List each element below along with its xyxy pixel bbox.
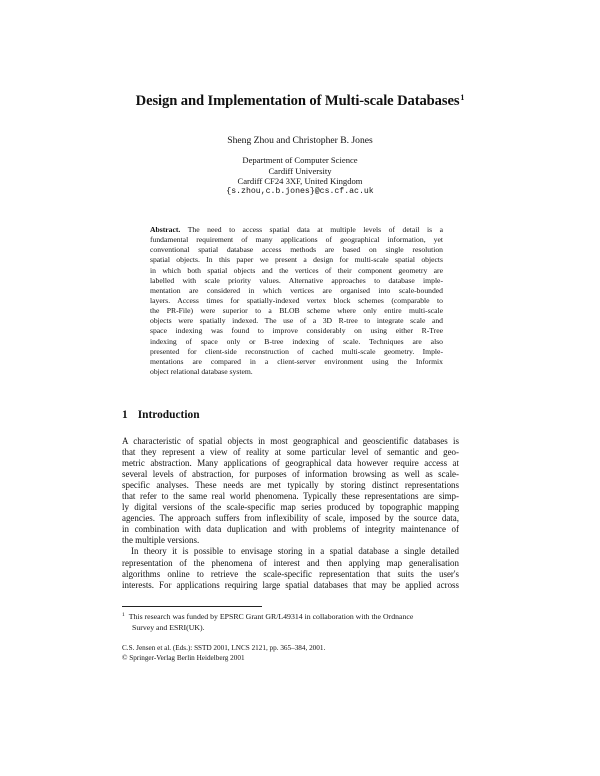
abstract [150, 225, 443, 377]
paper-title-text: Design and Implementation of Multi-scale Databases [135, 93, 460, 109]
body-line: interests. For applications requiring large spatial databases that may be applied across [122, 579, 459, 590]
abstract-line: the PR-File) were superior to a BLOB scheme where only entire multi-scale [150, 306, 443, 316]
abstract-line: indexing of space only or B-tree indexing of scale. Techniques are also [150, 336, 443, 346]
body-line: metric abstraction. Many applications of geographical data however require access at [122, 458, 459, 469]
abstract-line: objects were spatially indexed. The use of a 3D R-tree to integrate scale and [150, 316, 443, 326]
abstract-line: space indexing was found to improve considerably on using either R-Tree [150, 326, 443, 336]
abstract-label: Abstract. [150, 225, 181, 234]
abstract-line: fundamental requirement of many applications of geographical information, yet [150, 235, 443, 245]
body-line: in combination with data duplication and with problems of integrity maintenance of [122, 524, 459, 535]
authors: Sheng Zhou and Christopher B. Jones [227, 135, 373, 146]
abstract-line: layers. Access times for spatially-indexed vertex block schemes (comparable to [150, 295, 443, 305]
abstract-line: in which both spatial objects and the vertices of their component geometry are [150, 265, 443, 275]
affiliation-address: Cardiff CF24 3XF, United Kingdom [237, 176, 363, 186]
abstract-line-text: The need to access spatial data at multiple levels of detail is a [187, 225, 443, 234]
abstract-line [150, 225, 443, 235]
paper-title [0, 93, 600, 110]
affiliation-university: Cardiff University [268, 165, 332, 176]
section-title: Introduction [137, 409, 200, 421]
section-number: 1 [122, 409, 128, 421]
footnote-line-2: Survey and ESRI(UK). [132, 622, 205, 632]
body-line: that refer to the same real world phenomena. Typically these representations are simp- [122, 491, 459, 502]
affiliation-email: {s.zhou,c.b.jones}@cs.cf.ac.uk [226, 186, 374, 196]
body-line: specific analyses. These needs are met typically by storing distinct representations [122, 480, 459, 491]
abstract-line: spatial objects. In this paper we present a design for multi-scale spatial objects [150, 255, 443, 265]
body-line: that they represent a view of reality at some particular level of semantic and geo- [122, 447, 459, 458]
footnote-line-1: This research was funded by EPSRC Grant GR/L49314 in collaboration with the Ordnance [128, 612, 414, 621]
abstract-line: object relational database system. [150, 366, 253, 376]
title-footnote-mark: 1 [460, 93, 465, 102]
abstract-line: labelled with scale priority values. Alternative approaches to database imple- [150, 275, 443, 285]
publication-info [122, 643, 325, 663]
body-line: several levels of abstraction, for purposes of information browsing as well as scale- [122, 469, 459, 480]
footnote-divider [122, 606, 262, 607]
section-heading [122, 409, 200, 421]
footnote-mark: 1 [122, 612, 125, 618]
abstract-line: mentation are considered in which vertices are organised into scale-bounded [150, 285, 443, 295]
body-text [122, 436, 459, 591]
publication-citation: C.S. Jensen et al. (Eds.): SSTD 2001, LNCS 2121, pp. 365–384, 2001. [122, 644, 326, 652]
body-line: the multiple versions. [122, 535, 200, 546]
body-line: algorithms online to retrieve the scale-specific representation that suits the user's [122, 568, 459, 579]
body-line: ly digital versions of the scale-specific map series produced by topographic mapping [122, 502, 459, 513]
body-line: A characteristic of spatial objects in most geographical and geoscientific databases is [122, 436, 459, 446]
affiliation-department: Department of Computer Science [242, 155, 358, 165]
abstract-line: presented for client-side reconstruction of cached multi-scale geometry. Imple- [150, 346, 443, 356]
body-line: representation of the phenomena of interest and then applying map generalisation [122, 557, 459, 568]
body-line: agencies. The approach suffers from inflexibility of scale, imposed by the source data, [122, 513, 459, 524]
footnote [122, 610, 459, 633]
abstract-line: conventional spatial database access methods are based on single resolution [150, 245, 443, 255]
publication-copyright: © Springer-Verlag Berlin Heidelberg 2001 [122, 654, 245, 662]
affiliation [0, 155, 600, 197]
abstract-line: mentations are compared in a client-server environment using the Informix [150, 356, 443, 366]
body-line: In theory it is possible to envisage storing in a spatial database a single detailed [131, 546, 459, 557]
